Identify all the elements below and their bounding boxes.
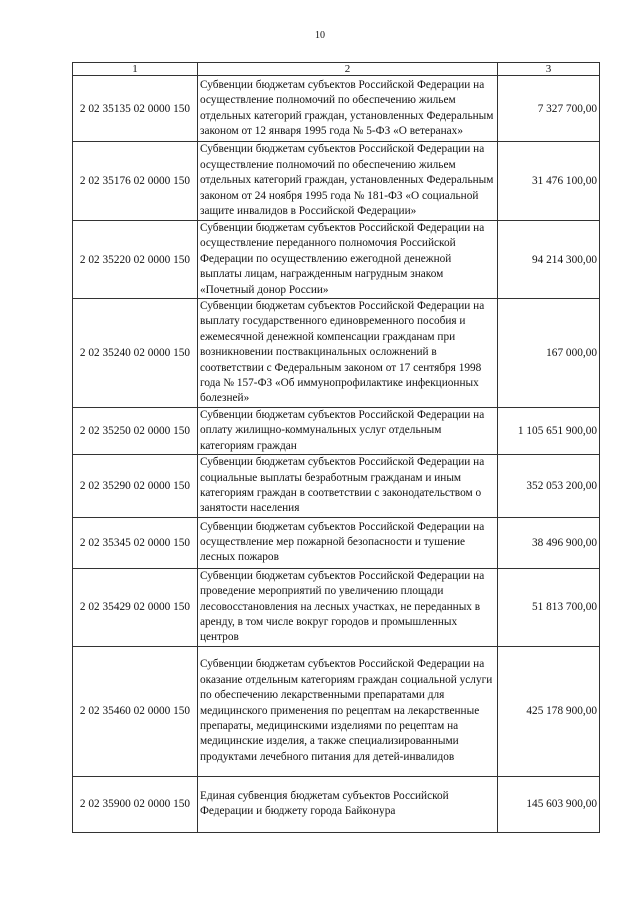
table-row <box>73 299 600 408</box>
budget-amount: 1 105 651 900,00 <box>498 407 600 454</box>
budget-description: Субвенции бюджетам субъектов Российской Федерации на осуществление полномочий по обеспечению жильем отдельных категорий граждан, установленных Федеральным законом от 12 января 1995 года № 5-ФЗ «О ветеранах» <box>198 76 498 142</box>
budget-description: Субвенции бюджетам субъектов Российской Федерации на проведение мероприятий по увеличению площади лесовосстановления на лесных участках, не переданных в аренду, в том числе вокруг городов и промышленных центров <box>198 568 498 646</box>
budget-amount: 7 327 700,00 <box>498 76 600 142</box>
table-row <box>73 646 600 776</box>
budget-code: 2 02 35250 02 0000 150 <box>73 407 198 454</box>
budget-amount: 167 000,00 <box>498 299 600 408</box>
table-row <box>73 76 600 142</box>
table-row <box>73 568 600 646</box>
table-row <box>73 455 600 518</box>
budget-code: 2 02 35900 02 0000 150 <box>73 776 198 832</box>
budget-code: 2 02 35135 02 0000 150 <box>73 76 198 142</box>
budget-amount: 31 476 100,00 <box>498 142 600 221</box>
column-header-amount: 3 <box>498 63 600 76</box>
budget-amount: 425 178 900,00 <box>498 646 600 776</box>
budget-description: Субвенции бюджетам субъектов Российской Федерации на выплату государственного единовременного пособия и ежемесячной денежной компенсации гражданам при возникновении поствакцинальных осложнений в соответствии с Федеральным законом от 17 сентября 1998 года № 157-ФЗ «Об иммунопрофилактике инфекционных болезней» <box>198 299 498 408</box>
budget-code: 2 02 35345 02 0000 150 <box>73 517 198 568</box>
budget-description: Субвенции бюджетам субъектов Российской Федерации на осуществление переданного полномочия Российской Федерации по осуществлению ежегодной денежной выплаты лицам, награжденным нагрудным знаком «Почетный донор России» <box>198 221 498 299</box>
budget-description: Субвенции бюджетам субъектов Российской Федерации на осуществление мер пожарной безопасности и тушение лесных пожаров <box>198 517 498 568</box>
budget-amount: 352 053 200,00 <box>498 455 600 518</box>
table-row <box>73 776 600 832</box>
budget-amount: 94 214 300,00 <box>498 221 600 299</box>
budget-description: Субвенции бюджетам субъектов Российской Федерации на оплату жилищно-коммунальных услуг отдельным категориям граждан <box>198 407 498 454</box>
budget-description: Субвенции бюджетам субъектов Российской Федерации на осуществление полномочий по обеспечению жильем отдельных категорий граждан, установленных Федеральным законом от 24 ноября 1995 года № 181-ФЗ «О социальной защите инвалидов в Российской Федерации» <box>198 142 498 221</box>
budget-amount: 38 496 900,00 <box>498 517 600 568</box>
budget-amount: 145 603 900,00 <box>498 776 600 832</box>
budget-code: 2 02 35220 02 0000 150 <box>73 221 198 299</box>
table-row <box>73 517 600 568</box>
budget-code: 2 02 35240 02 0000 150 <box>73 299 198 408</box>
column-header-code: 1 <box>73 63 198 76</box>
page-number: 10 <box>315 30 325 41</box>
budget-description: Единая субвенция бюджетам субъектов Российской Федерации и бюджету города Байконура <box>198 776 498 832</box>
column-header-description: 2 <box>198 63 498 76</box>
budget-table <box>72 62 600 833</box>
table-header-row <box>73 63 600 76</box>
budget-code: 2 02 35460 02 0000 150 <box>73 646 198 776</box>
budget-code: 2 02 35176 02 0000 150 <box>73 142 198 221</box>
table-row <box>73 221 600 299</box>
budget-description: Субвенции бюджетам субъектов Российской Федерации на социальные выплаты безработным гражданам и иным категориям граждан в соответствии с законодательством о занятости населения <box>198 455 498 518</box>
budget-amount: 51 813 700,00 <box>498 568 600 646</box>
budget-code: 2 02 35429 02 0000 150 <box>73 568 198 646</box>
table-row <box>73 407 600 454</box>
table-row <box>73 142 600 221</box>
budget-code: 2 02 35290 02 0000 150 <box>73 455 198 518</box>
budget-description: Субвенции бюджетам субъектов Российской Федерации на оказание отдельным категориям граждан социальной услуги по обеспечению лекарственными препаратами для медицинского применения по рецептам на лекарственные препараты, медицинскими изделиями по рецептам на медицинские изделия, а также специализированными продуктами лечебного питания для детей-инвалидов <box>198 646 498 776</box>
